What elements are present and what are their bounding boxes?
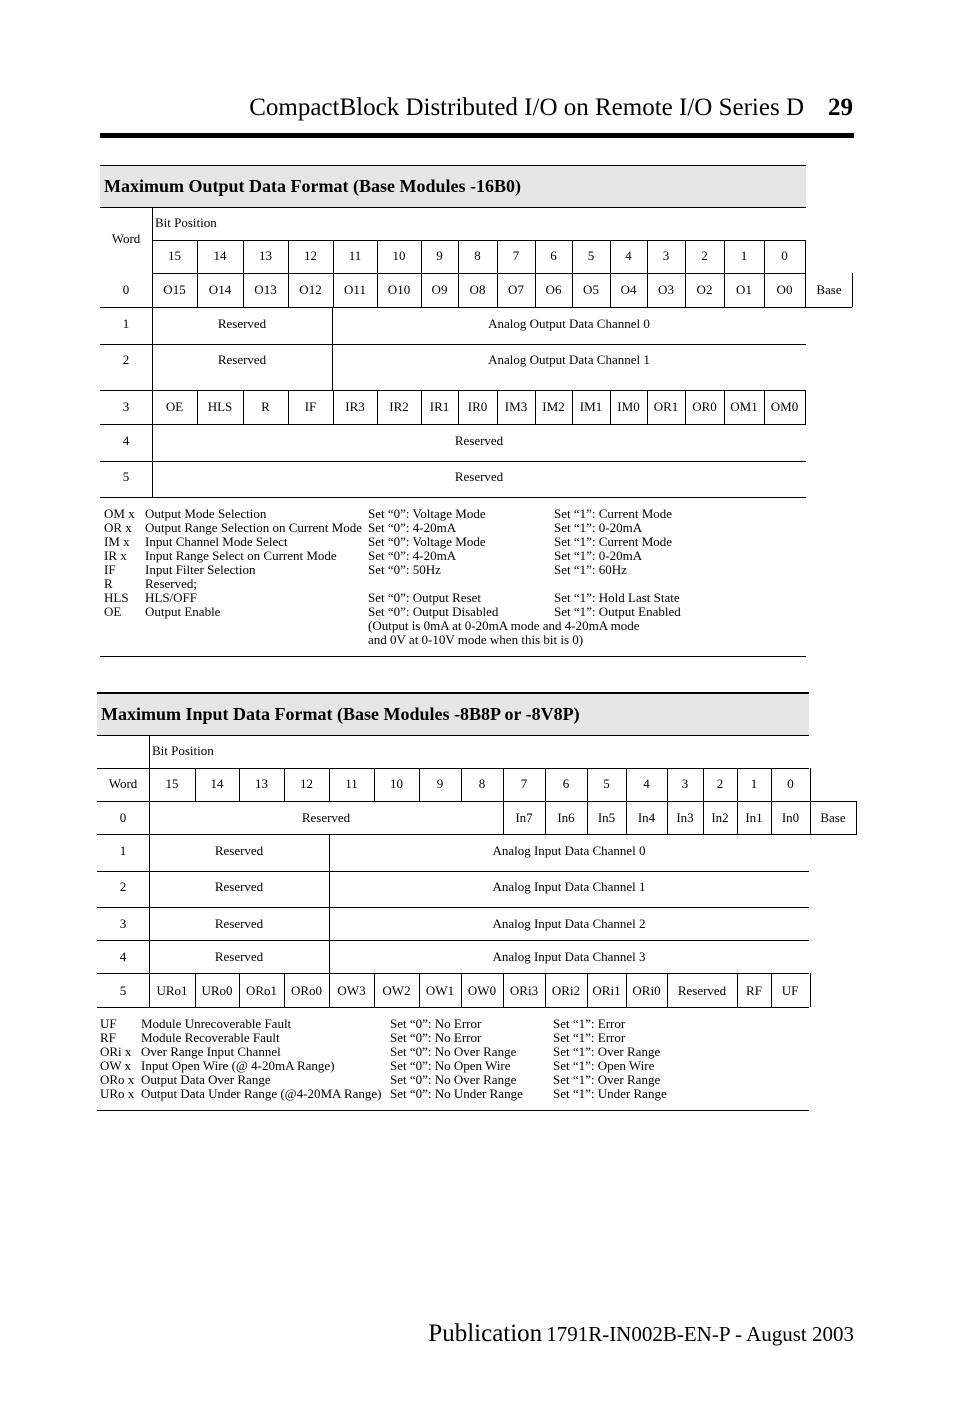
bit-cell: O4 bbox=[620, 282, 637, 297]
table-divider bbox=[626, 801, 627, 834]
table-rule bbox=[97, 973, 809, 974]
table-divider bbox=[685, 240, 686, 307]
table-divider bbox=[329, 973, 330, 1007]
table-rule bbox=[100, 656, 806, 657]
legend-set-zero: Set “0”: Voltage Mode Set “0”: 4-20mA Set “0”: Voltage Mode Set “0”: 4-20mA Set “0”: 50Hz Set “0”: Output Reset Set “0”: Output Disabled (Output is 0mA at 0-20mA mode and 4-20mA mode and 0V at 0-10V mode when this bit is 0) bbox=[368, 506, 640, 647]
bit-number: 8 bbox=[474, 248, 481, 263]
table-rule bbox=[100, 344, 806, 345]
table-divider bbox=[461, 768, 462, 801]
bit-number: 11 bbox=[348, 248, 362, 263]
bit-number: 0 bbox=[787, 776, 794, 791]
bit-cell: O2 bbox=[696, 282, 713, 297]
bit-cell: OE bbox=[165, 399, 184, 414]
bit-cell: ORi3 bbox=[509, 983, 539, 998]
legend-abbreviations: OM x OR x IM x IR x IF R HLS OE bbox=[104, 506, 135, 619]
bit-number: 4 bbox=[625, 248, 632, 263]
bit-number: 1 bbox=[740, 248, 748, 263]
bit-cell: In2 bbox=[711, 810, 729, 825]
table-divider bbox=[329, 834, 330, 973]
bit-cell: IM0 bbox=[617, 399, 640, 414]
table-divider bbox=[737, 768, 738, 801]
legend-set-one: Set “1”: Error Set “1”: Error Set “1”: Over Range Set “1”: Open Wire Set “1”: Over Range Set “1”: Under Range bbox=[553, 1016, 667, 1101]
bit-number: 4 bbox=[643, 776, 650, 791]
table-divider bbox=[647, 390, 648, 424]
word-number: 2 bbox=[119, 879, 127, 894]
table-divider bbox=[703, 768, 704, 801]
bit-cell: In0 bbox=[781, 810, 800, 825]
bit-cell: IR3 bbox=[345, 399, 365, 414]
bit-number: 6 bbox=[562, 776, 570, 791]
table-rule bbox=[97, 834, 857, 835]
bit-cell: IM1 bbox=[579, 399, 603, 414]
table-divider bbox=[377, 240, 378, 307]
table-divider bbox=[856, 801, 857, 834]
bit-number: 13 bbox=[255, 776, 268, 791]
bit-cell: In6 bbox=[557, 810, 575, 825]
table-divider bbox=[764, 240, 765, 307]
bit-cell: O7 bbox=[508, 282, 524, 297]
table-divider bbox=[724, 390, 725, 424]
table-divider bbox=[149, 735, 150, 1007]
table-rule bbox=[100, 307, 852, 308]
footer-publication-label: Publication bbox=[428, 1320, 543, 1347]
table-divider bbox=[587, 801, 588, 834]
bit-cell: IR1 bbox=[429, 399, 450, 414]
table-divider bbox=[239, 768, 240, 801]
bit-cell: ORi2 bbox=[551, 983, 581, 998]
bit-cell: ORi1 bbox=[592, 983, 621, 998]
table-divider bbox=[771, 768, 772, 801]
table-divider bbox=[572, 390, 573, 424]
table-rule bbox=[152, 240, 806, 241]
bit-number: 8 bbox=[478, 776, 486, 791]
base-cell: Base bbox=[816, 282, 842, 297]
table-divider bbox=[685, 390, 686, 424]
bit-cell: URo1 bbox=[156, 983, 188, 998]
bit-number: 14 bbox=[210, 776, 224, 791]
bit-cell: O13 bbox=[254, 282, 277, 297]
table-divider bbox=[667, 973, 668, 1007]
channel-cell: Analog Output Data Channel 1 bbox=[488, 352, 650, 367]
table-divider bbox=[458, 240, 459, 307]
table-rule bbox=[97, 871, 809, 872]
bit-cell: In7 bbox=[515, 810, 533, 825]
table-divider bbox=[737, 973, 738, 1007]
word-number: 4 bbox=[122, 433, 130, 448]
table-divider bbox=[810, 768, 811, 801]
bit-cell: IR0 bbox=[467, 399, 488, 414]
table-divider bbox=[421, 390, 422, 424]
table-divider bbox=[243, 240, 244, 307]
word-number: 1 bbox=[122, 316, 130, 331]
bit-cell: OW2 bbox=[382, 983, 411, 998]
bit-cell: OW3 bbox=[337, 983, 366, 998]
table-rule bbox=[97, 940, 809, 941]
bit-cell: O3 bbox=[658, 282, 674, 297]
reserved-cell: Reserved bbox=[677, 983, 727, 998]
bit-number: 0 bbox=[781, 248, 788, 263]
table-divider bbox=[377, 390, 378, 424]
channel-cell: Analog Input Data Channel 1 bbox=[492, 879, 646, 894]
table-divider bbox=[610, 240, 611, 307]
table-divider bbox=[458, 390, 459, 424]
legend-set-zero: Set “0”: No Error Set “0”: No Error Set “0”: No Over Range Set “0”: No Open Wire Set “0”: No Over Range Set “0”: No Under Range bbox=[390, 1016, 523, 1101]
legend-descriptions: Output Mode Selection Output Range Selection on Current Mode Input Channel Mode Select Input Range Select on Current Mode Input Filter Selection Reserved; HLS/OFF Output Enable bbox=[145, 506, 362, 619]
table-divider bbox=[288, 240, 289, 307]
reserved-cell: Reserved bbox=[214, 843, 264, 858]
table-rule bbox=[100, 390, 806, 391]
word-number: 5 bbox=[119, 983, 127, 998]
table-divider bbox=[587, 973, 588, 1007]
table-divider bbox=[333, 390, 334, 424]
table-divider bbox=[771, 973, 772, 1007]
bit-number: 3 bbox=[662, 248, 670, 263]
table-divider bbox=[572, 240, 573, 307]
bit-number: 2 bbox=[701, 248, 708, 263]
table-divider bbox=[737, 801, 738, 834]
table-rule bbox=[97, 1110, 809, 1111]
bit-cell: O14 bbox=[208, 282, 232, 297]
table-divider bbox=[333, 240, 334, 307]
table-divider bbox=[284, 768, 285, 801]
bit-number: 15 bbox=[165, 776, 179, 791]
bit-cell: O5 bbox=[583, 282, 599, 297]
table-divider bbox=[497, 390, 498, 424]
table-rule bbox=[100, 207, 806, 208]
word-number: 0 bbox=[119, 810, 127, 825]
table-divider bbox=[197, 390, 198, 424]
table-rule bbox=[97, 1007, 809, 1008]
bit-number: 5 bbox=[603, 776, 610, 791]
bit-cell: IM3 bbox=[504, 399, 528, 414]
word-number: 1 bbox=[119, 843, 127, 858]
word-number: 4 bbox=[119, 949, 127, 964]
table-divider bbox=[545, 973, 546, 1007]
reserved-cell: Reserved bbox=[214, 879, 264, 894]
bit-number: 1 bbox=[750, 776, 758, 791]
bit-cell: URo0 bbox=[201, 983, 233, 998]
bit-number: 12 bbox=[304, 248, 317, 263]
legend-abbreviations: UF RF ORi x OW x ORo x URo x bbox=[100, 1016, 135, 1101]
table-divider bbox=[545, 768, 546, 801]
bit-number: 12 bbox=[300, 776, 313, 791]
table-divider bbox=[805, 390, 806, 424]
table-divider bbox=[239, 973, 240, 1007]
bit-cell: OM1 bbox=[730, 399, 758, 414]
word-number: 2 bbox=[122, 352, 130, 367]
table-divider bbox=[419, 973, 420, 1007]
bit-cell: ORi0 bbox=[632, 983, 661, 998]
bit-cell: HLS bbox=[207, 399, 233, 414]
bit-cell: In3 bbox=[676, 810, 694, 825]
bit-number: 9 bbox=[436, 248, 443, 263]
table-divider bbox=[419, 768, 420, 801]
table-divider bbox=[197, 240, 198, 307]
bit-cell: IF bbox=[304, 399, 317, 414]
bit-cell: RF bbox=[746, 983, 762, 998]
table-divider bbox=[243, 390, 244, 424]
output-table-title: Maximum Output Data Format (Base Modules -16B0) bbox=[100, 165, 806, 207]
table-divider bbox=[503, 801, 504, 834]
table-rule bbox=[97, 735, 809, 736]
bit-cell: O10 bbox=[387, 282, 411, 297]
table-divider bbox=[503, 768, 504, 801]
table-divider bbox=[374, 973, 375, 1007]
bit-cell: O8 bbox=[469, 282, 486, 297]
bit-cell: In5 bbox=[597, 810, 616, 825]
page-number: 29 bbox=[828, 94, 853, 121]
word-number: 5 bbox=[122, 469, 130, 484]
bit-number: 7 bbox=[520, 776, 528, 791]
table-divider bbox=[195, 768, 196, 801]
bit-cell: O1 bbox=[736, 282, 752, 297]
table-rule bbox=[100, 461, 806, 462]
table-divider bbox=[610, 390, 611, 424]
input-table-title: Maximum Input Data Format (Base Modules -8B8P or -8V8P) bbox=[97, 692, 809, 735]
bit-cell: OW1 bbox=[425, 983, 455, 998]
bit-cell: IR2 bbox=[389, 399, 409, 414]
table-rule bbox=[100, 497, 806, 498]
table-divider bbox=[626, 768, 627, 801]
table-divider bbox=[284, 973, 285, 1007]
bit-position-label: Bit Position bbox=[152, 743, 214, 758]
bit-cell: O0 bbox=[776, 282, 793, 297]
word-column-header: Word bbox=[108, 776, 138, 791]
channel-cell: Analog Input Data Channel 0 bbox=[492, 843, 646, 858]
bit-number: 6 bbox=[550, 248, 557, 263]
table-divider bbox=[703, 801, 704, 834]
table-divider bbox=[771, 801, 772, 834]
reserved-cell: Reserved bbox=[214, 916, 264, 931]
table-divider bbox=[667, 801, 668, 834]
bit-cell: In4 bbox=[637, 810, 656, 825]
reserved-cell: Reserved bbox=[454, 433, 504, 448]
bit-number: 5 bbox=[587, 248, 595, 263]
bit-cell: UF bbox=[781, 983, 799, 998]
table-divider bbox=[810, 801, 811, 834]
bit-number: 11 bbox=[345, 776, 358, 791]
table-divider bbox=[195, 973, 196, 1007]
header-rule bbox=[100, 133, 854, 138]
reserved-cell: Reserved bbox=[217, 352, 267, 367]
word-number: 3 bbox=[122, 399, 130, 414]
bit-position-label: Bit Position bbox=[155, 215, 217, 230]
table-rule bbox=[97, 907, 809, 908]
table-rule bbox=[100, 424, 806, 425]
legend-set-one: Set “1”: Current Mode Set “1”: 0-20mA Set “1”: Current Mode Set “1”: 0-20mA Set “1”: 60Hz Set “1”: Hold Last State Set “1”: Output Enabled bbox=[554, 506, 681, 619]
word-number: 3 bbox=[119, 916, 127, 931]
table-divider bbox=[332, 307, 333, 390]
table-divider bbox=[461, 973, 462, 1007]
table-divider bbox=[810, 973, 811, 1007]
bit-cell: O6 bbox=[545, 282, 562, 297]
bit-number: 14 bbox=[213, 248, 227, 263]
footer-publication-number: 1791R-IN002B-EN-P - August 2003 bbox=[546, 1322, 854, 1346]
table-divider bbox=[288, 390, 289, 424]
channel-cell: Analog Input Data Channel 2 bbox=[492, 916, 646, 931]
bit-cell: O15 bbox=[163, 282, 186, 297]
bit-number: 9 bbox=[436, 776, 444, 791]
table-divider bbox=[545, 801, 546, 834]
bit-number: 7 bbox=[512, 248, 520, 263]
word-column-header: Word bbox=[111, 231, 141, 246]
channel-cell: Analog Output Data Channel 0 bbox=[488, 316, 650, 331]
bit-cell: OW0 bbox=[467, 983, 497, 998]
publication-footer bbox=[428, 1320, 854, 1348]
bit-cell: R bbox=[261, 399, 270, 414]
word-number: 0 bbox=[122, 282, 130, 297]
table-divider bbox=[764, 390, 765, 424]
bit-cell: OR0 bbox=[692, 399, 717, 414]
table-divider bbox=[421, 240, 422, 307]
legend-descriptions: Module Unrecoverable Fault Module Recoverable Fault Over Range Input Channel Input Open Wire (@ 4-20mA Range) Output Data Over Range Output Data Under Range (@4-20MA Range) bbox=[141, 1016, 382, 1101]
table-divider bbox=[329, 768, 330, 801]
bit-cell: ORo0 bbox=[290, 983, 323, 998]
table-divider bbox=[535, 240, 536, 307]
bit-number: 3 bbox=[681, 776, 689, 791]
bit-number: 2 bbox=[716, 776, 724, 791]
bit-number: 13 bbox=[259, 248, 272, 263]
table-divider bbox=[724, 240, 725, 307]
bit-number: 10 bbox=[390, 776, 403, 791]
bit-cell: OR1 bbox=[653, 399, 679, 414]
table-divider bbox=[587, 768, 588, 801]
table-divider bbox=[503, 973, 504, 1007]
table-divider bbox=[647, 240, 648, 307]
reserved-cell: Reserved bbox=[454, 469, 504, 484]
table-divider bbox=[535, 390, 536, 424]
bit-cell: O9 bbox=[431, 282, 448, 297]
table-rule bbox=[97, 801, 857, 802]
table-divider bbox=[374, 768, 375, 801]
bit-number: 15 bbox=[168, 248, 181, 263]
bit-cell: In1 bbox=[745, 810, 763, 825]
bit-number: 10 bbox=[392, 248, 406, 263]
bit-cell: OM0 bbox=[770, 399, 799, 414]
running-header-title: CompactBlock Distributed I/O on Remote I/O Series D bbox=[249, 94, 804, 121]
channel-cell: Analog Input Data Channel 3 bbox=[492, 949, 646, 964]
bit-cell: IM2 bbox=[542, 399, 565, 414]
bit-cell: O12 bbox=[299, 282, 322, 297]
table-divider bbox=[667, 768, 668, 801]
bit-cell: ORo1 bbox=[245, 983, 278, 998]
table-rule bbox=[152, 273, 805, 274]
table-divider bbox=[852, 273, 853, 307]
reserved-cell: Reserved bbox=[217, 316, 267, 331]
table-divider bbox=[626, 973, 627, 1007]
bit-cell: O11 bbox=[344, 282, 366, 297]
base-cell: Base bbox=[820, 810, 846, 825]
table-divider bbox=[497, 240, 498, 307]
table-divider bbox=[805, 240, 806, 307]
reserved-cell: Reserved bbox=[214, 949, 264, 964]
table-divider bbox=[152, 207, 153, 497]
reserved-cell: Reserved bbox=[301, 810, 351, 825]
